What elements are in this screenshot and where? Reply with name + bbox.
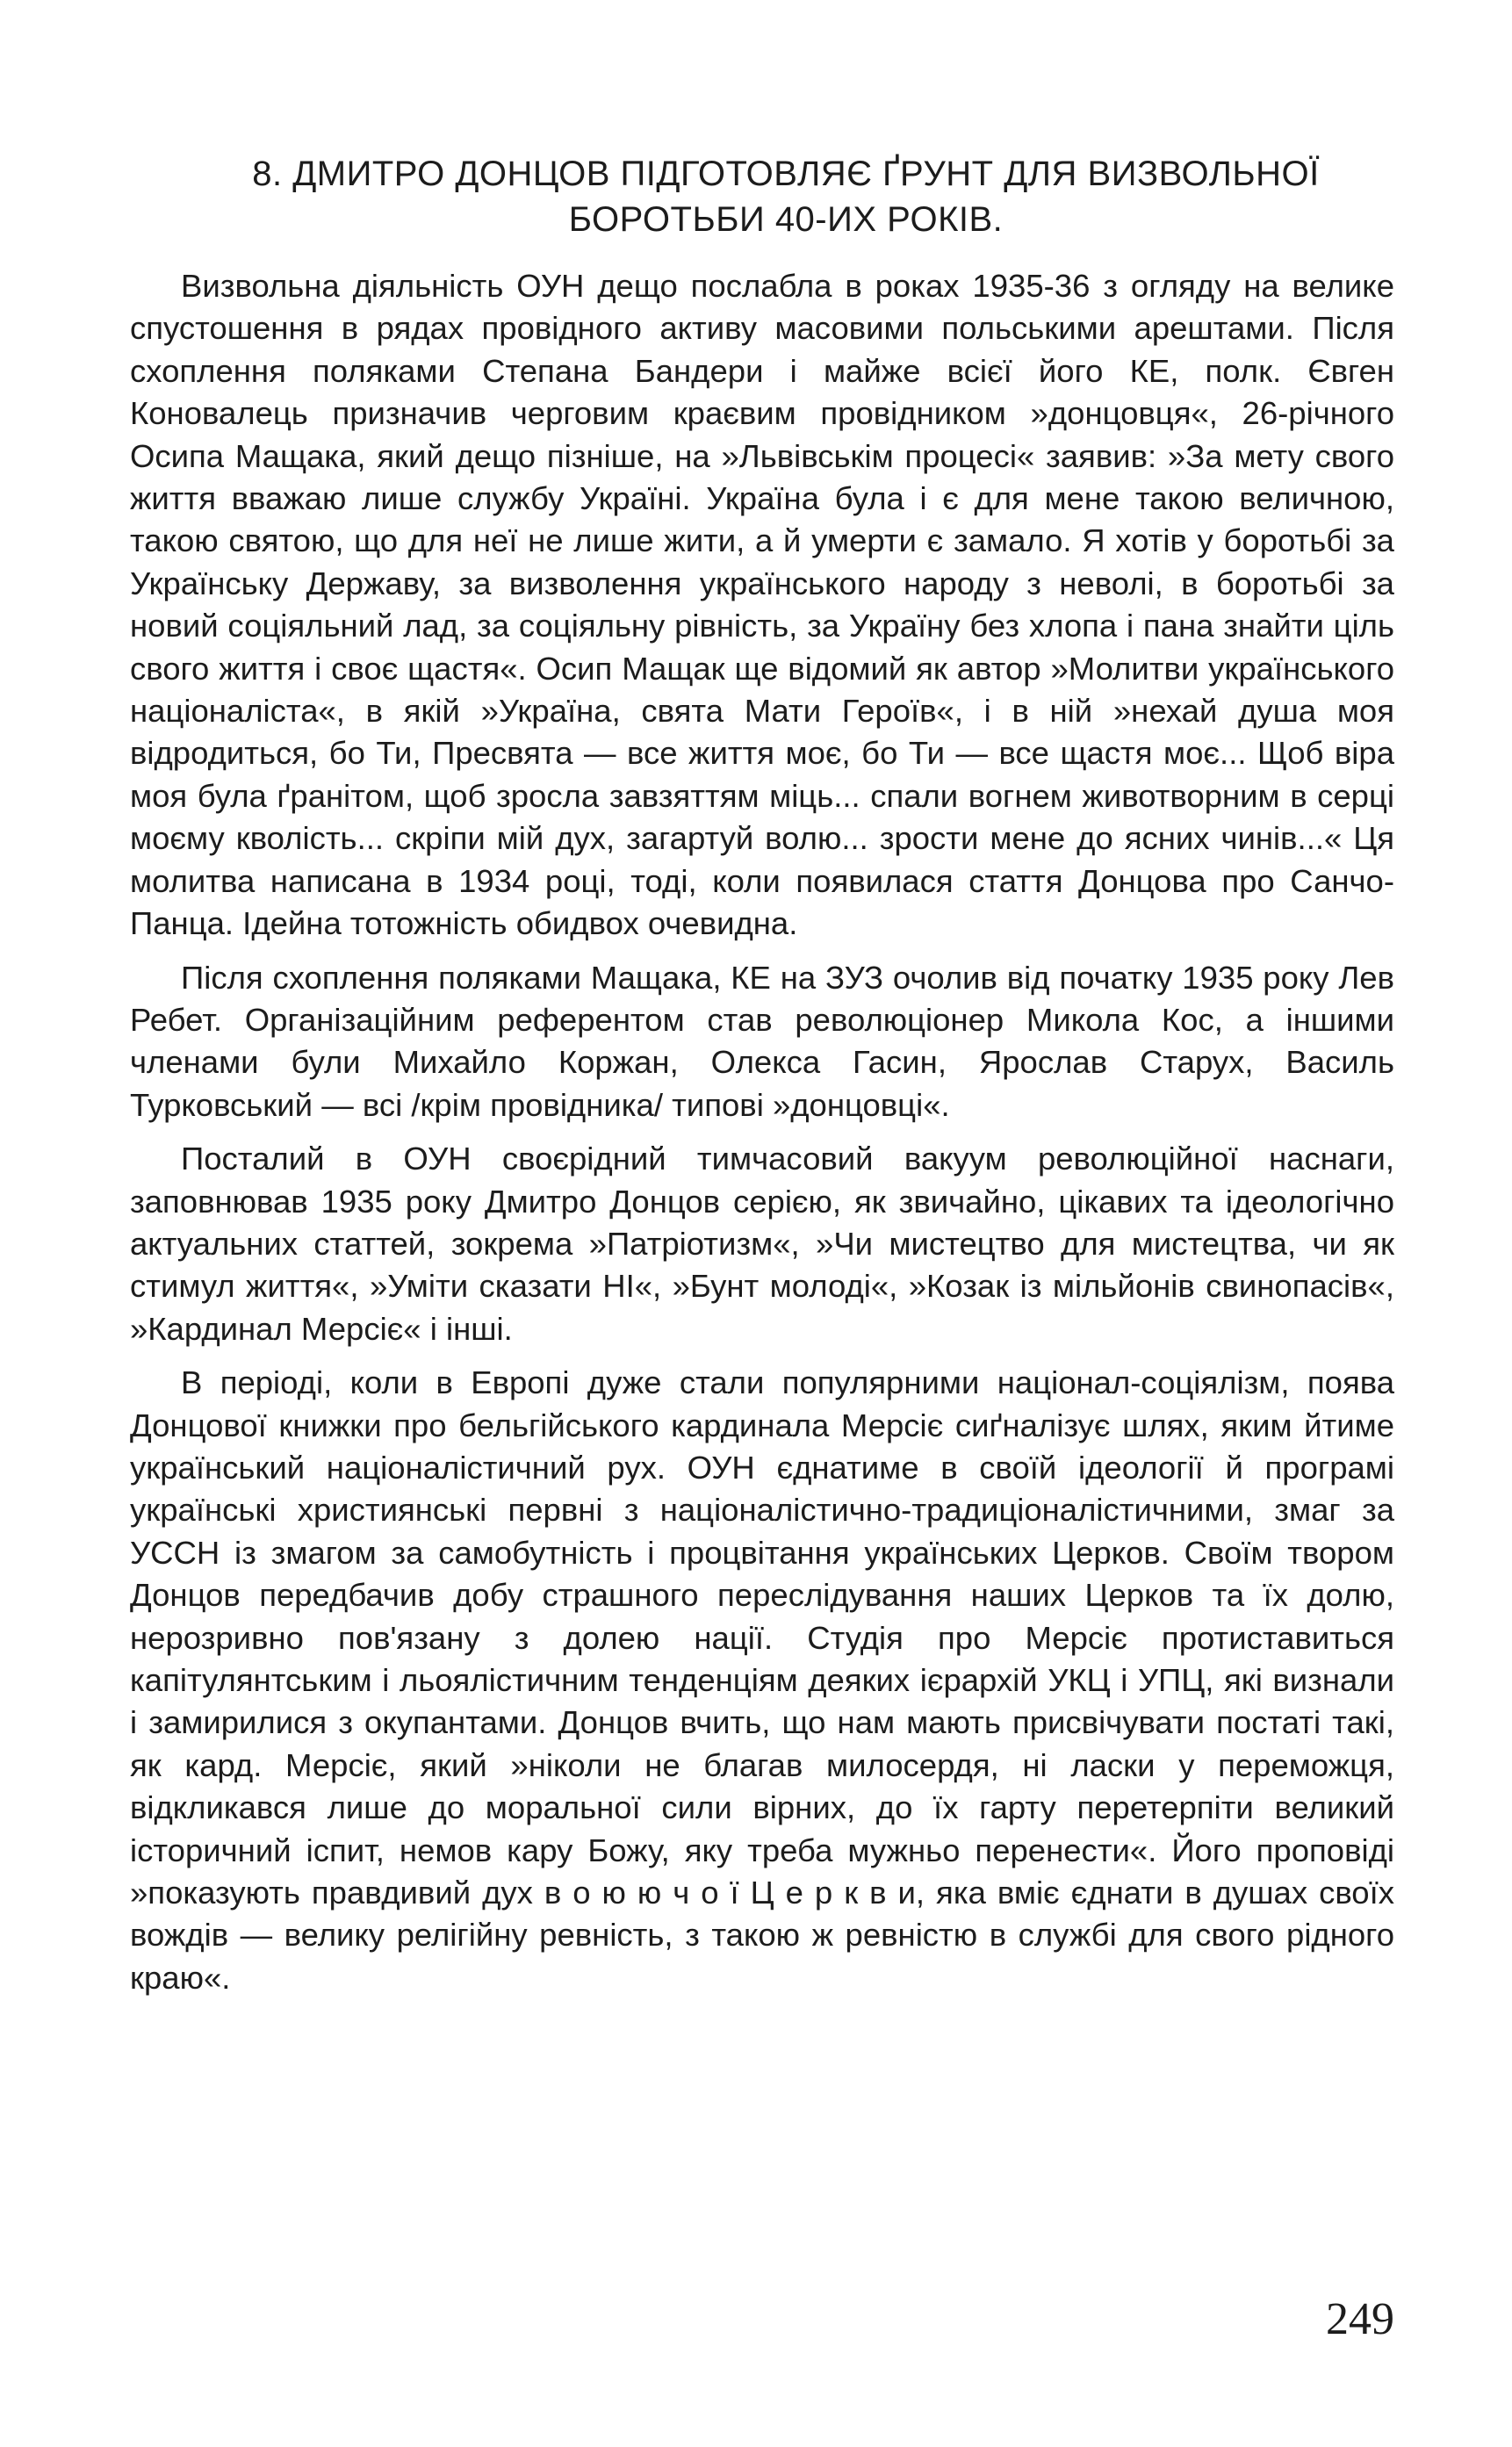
page-number: 249: [1326, 2294, 1394, 2344]
paragraph-3: Посталий в ОУН своєрідний тимчасовий вакуум революційної наснаги, заповнював 1935 року Дмитро Донцов серією, як звичайно, цікавих та ідеологічно актуальних статтей, зокрема »Патріотизм«, »Чи мистецтво для мистецтва, чи як стимул життя«, »Уміти сказати НІ«, »Бунт молоді«, »Козак із мільйонів свинопасів«, »Кардинал Мерсіє« і інші.: [130, 1141, 1394, 1347]
body-text: [130, 265, 1394, 2011]
paragraph-1: Визвольна діяльність ОУН дещо послабла в роках 1935-36 з огляду на велике спустошення в рядах провідного активу масовими польськими арештами. Після схоплення поляками Степана Бандери і майже всієї його КЕ, полк. Євген Коновалець призначив черговим краєвим провідником »донцовця«, 26-річного Осипа Мащака, який дещо пізніше, на »Львівськім процесі« заявив: »За мету свого життя вважаю лише службу Україні. Україна була і є для мене такою величною, такою святою, що для неї не лише жити, а й умерти є замало. Я хотів у боротьбі за Українську Державу, за визволення українського народу з неволі, в боротьбі за новий соціяльний лад, за соціяльну рівність, за Україну без хлопа і пана знайти ціль свого життя і своє щастя«. Осип Мащак ще відомий як автор »Молитви українського націоналіста«, в якій »Україна, свята Мати Героїв«, і в ній »нехай душа моя відродиться, бо Ти, Пресвята — все життя моє, бо Ти — все щастя моє... Щоб віра моя була ґранітом, щоб зросла завзяттям міць... спали вогнем животворним в серці моєму кволість... скріпи мій дух, загартуй волю... зрости мене до ясних чинів...« Ця молитва написана в 1934 році, тоді, коли появилася стаття Донцова про Санчо-Панца. Ідейна тотожність обидвох очевидна.: [130, 268, 1394, 942]
chapter-heading: 8. ДМИТРО ДОНЦОВ ПІДГОТОВЛЯЄ ҐРУНТ ДЛЯ ВИЗВОЛЬНОЇ БОРОТЬБИ 40-ИХ РОКІВ.: [252, 155, 1320, 239]
paragraph-2: Після схоплення поляками Мащака, КЕ на ЗУЗ очолив від початку 1935 року Лев Ребет. Організаційним референтом став революціонер Микола Кос, а іншими членами були Михайло Коржан, Олекса Гасин, Ярослав Старух, Василь Турковський — всі /крім провідника/ типові »донцовці«.: [130, 959, 1394, 1123]
paragraph-4: В періоді, коли в Европі дуже стали популярними націонал-соціялізм, поява Донцової книжки про бельгійського кардинала Мерсіє сиґналізує шлях, яким йтиме український націоналістичний рух. ОУН єднатиме в своїй ідеології й програмі українські християнські первні з націоналістично-традиціоналістичними, змаг за УССН із змагом за самобутність і процвітання українських Церков. Своїм твором Донцов передбачив добу страшного переслідування наших Церков та їх долю, нерозривно пов'язану з долею нації. Студія про Мерсіє протиставиться капітулянтським і льоялістичним тенденціям деяких ієрархій УКЦ і УПЦ, які визнали і замирилися з окупантами. Донцов вчить, що нам мають присвічувати постаті такі, як кард. Мерсіє, який »ніколи не благав милосердя, ні ласки у переможця, відкликався лише до моральної сили вірних, до їх гарту перетерпіти великий історичний іспит, немов кару Божу, яку треба мужньо перенести«. Його проповіді »показують правдивий дух в о ю ю ч о ї Ц е р к в и, яка вміє єднати в душах своїх вождів — велику релігійну ревність, з такою ж ревністю в службі для свого рідного краю«.: [130, 1364, 1394, 1996]
